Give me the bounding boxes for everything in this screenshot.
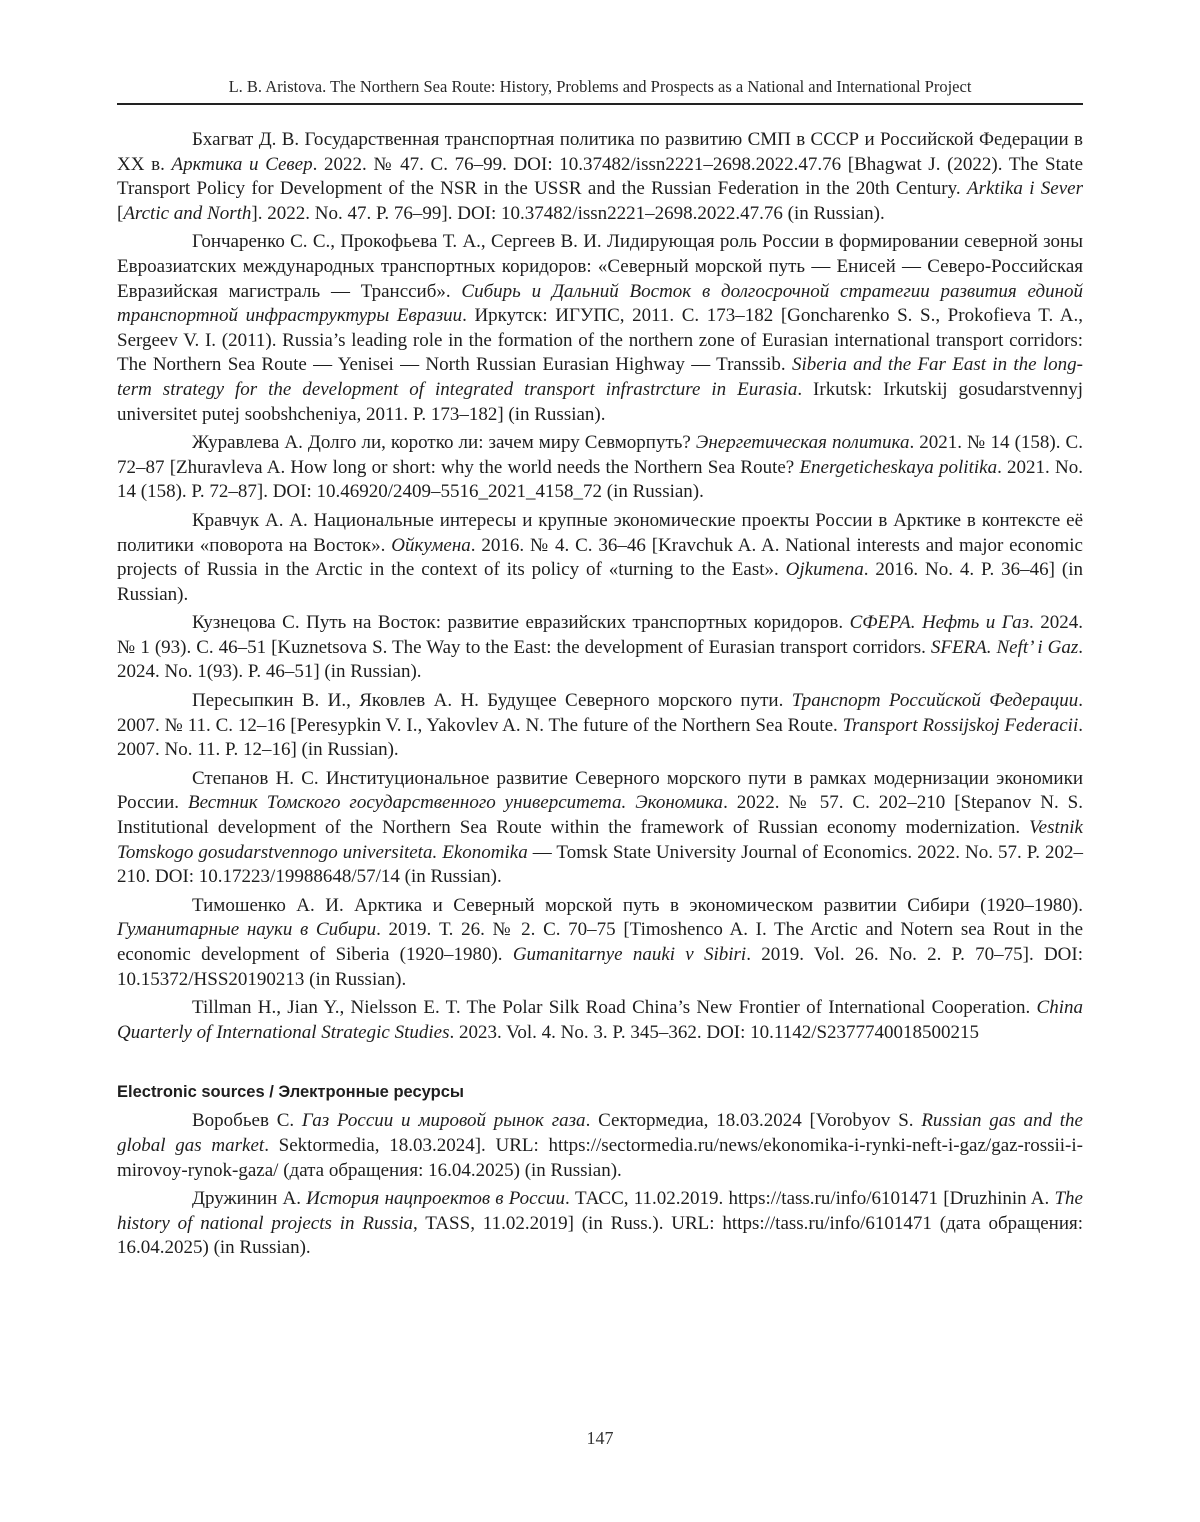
running-header (117, 76, 1083, 105)
reference-entry: Журавлева А. Долго ли, коротко ли: зачем миру Севморпуть? Энергетическая политика. 2021. № 14 (158). С. 72–87 [Zhuravleva A. How long or short: why the world needs the Northern Sea Route? Energeticheskaya politika. 2021. No. 14 (158). P. 72–87]. DOI: 10.46920/2409–5516_2021_4158_72 (in Russian). (117, 432, 1083, 503)
electronic-sources-list (117, 1109, 1083, 1261)
reference-entry: Гончаренко С. С., Прокофьева Т. А., Сергеев В. И. Лидирующая роль России в формировании северной зоны Евроазиатских международных транспортных коридоров: «Северный морской путь — Енисей — Северо-Российская Евразийская магистраль — Транссиб». Сибирь и Дальний Восток в долгосрочной стратегии развития единой транспортной инфраструктуры Евразии. Иркутск: ИГУПС, 2011. С. 173–182 [Goncharenko S. S., Prokofieva T. A., Sergeev V. I. (2011). Russia’s leading role in the formation of the northern zone of Eurasian international transport corridors: The Northern Sea Route — Yenisei — North Russian Eurasian Highway — Transsib. Siberia and the Far East in the long-term strategy for the development of integrated transport infrastrcture in Eurasia. Irkutsk: Irkutskij gosudarstvennyj universitet putej soobshcheniya, 2011. P. 173–182] (in Russian). (117, 231, 1084, 425)
reference-entry: Степанов Н. С. Институциональное развитие Северного морского пути в рамках модернизации экономики России. Вестник Томского государственного университета. Экономика. 2022. № 57. С. 202–210 [Stepanov N. S. Institutional development of the Northern Sea Route within the framework of Russian economy modernization. Vestnik Tomskogo gosudarstvennogo universiteta. Ekonomika — Tomsk State University Journal of Economics. 2022. No. 57. P. 202–210. DOI: 10.17223/19988648/57/14 (in Russian). (117, 767, 1083, 888)
reference-list (117, 128, 1083, 1045)
running-title: L. B. Aristova. The Northern Sea Route: History, Problems and Prospects as a National and International Project (228, 77, 972, 96)
section-heading: Electronic sources / Электронные ресурсы (117, 1083, 464, 1102)
reference-entry: Пересыпкин В. И., Яковлев А. Н. Будущее Северного морского пути. Транспорт Российской Федерации. 2007. № 11. С. 12–16 [Peresypkin V. I., Yakovlev A. N. The future of the Northern Sea Route. Transport Rossijskoj Federacii. 2007. No. 11. P. 12–16] (in Russian). (117, 690, 1083, 761)
reference-entry: Кравчук А. А. Национальные интересы и крупные экономические проекты России в Арктике в контексте её политики «поворота на Восток». Ойкумена. 2016. № 4. С. 36–46 [Kravchuk A. A. National interests and major economic projects of Russia in the Arctic in the context of its policy of «turning to the East». Ojkumena. 2016. No. 4. P. 36–46] (in Russian). (117, 509, 1083, 605)
page-number: 147 (586, 1428, 614, 1448)
reference-entry: Тимошенко А. И. Арктика и Северный морской путь в экономическом развитии Сибири (1920–1980). Гуманитарные науки в Сибири. 2019. Т. 26. № 2. С. 70–75 [Timoshenco A. I. The Arctic and Notern sea Rout in the economic development of Siberia (1920–1980). Gumanitarnye nauki v Sibiri. 2019. Vol. 26. No. 2. P. 70–75]. DOI: 10.15372/HSS20190213 (in Russian). (117, 894, 1084, 990)
reference-entry: Кузнецова С. Путь на Восток: развитие евразийских транспортных коридоров. СФЕРА. Нефть и Газ. 2024. № 1 (93). С. 46–51 [Kuznetsova S. The Way to the East: the development of Eurasian transport corridors. SFERA. Neft’ i Gaz. 2024. No. 1(93). P. 46–51] (in Russian). (117, 612, 1084, 683)
reference-entry: Tillman H., Jian Y., Nielsson E. T. The Polar Silk Road China’s New Frontier of International Cooperation. China Quarterly of International Strategic Studies. 2023. Vol. 4. No. 3. P. 345–362. DOI: 10.1142/S2377740018500215 (117, 997, 1083, 1043)
page-content (117, 128, 1083, 1265)
electronic-source-entry: Дружинин А. История нацпроектов в России. ТАСС, 11.02.2019. https://tass.ru/info/6101471 [Druzhinin A. The history of national projects in Russia, TASS, 11.02.2019] (in Russ.). URL: https://tass.ru/info/6101471 (дата обращения: 16.04.2025) (in Russian). (117, 1188, 1084, 1259)
electronic-source-entry: Воробьев С. Газ России и мировой рынок газа. Сектормедиа, 18.03.2024 [Vorobyov S. Russian gas and the global gas market. Sektormedia, 18.03.2024]. URL: https://sectormedia.ru/news/ekonomika-i-rynki-neft-i-gaz/gaz-rossii-i-mirovoy-rynok-gaza/ (дата обращения: 16.04.2025) (in Russian). (117, 1110, 1083, 1181)
reference-entry: Бхагват Д. В. Государственная транспортная политика по развитию СМП в СССР и Российской Федерации в XX в. Арктика и Север. 2022. № 47. С. 76–99. DOI: 10.37482/issn2221–2698.2022.47.76 [Bhagwat J. (2022). The State Transport Policy for Development of the NSR in the USSR and the Russian Federation in the 20th Century. Arktika i Sever [Arctic and North]. 2022. No. 47. P. 76–99]. DOI: 10.37482/issn2221–2698.2022.47.76 (in Russian). (117, 129, 1084, 224)
